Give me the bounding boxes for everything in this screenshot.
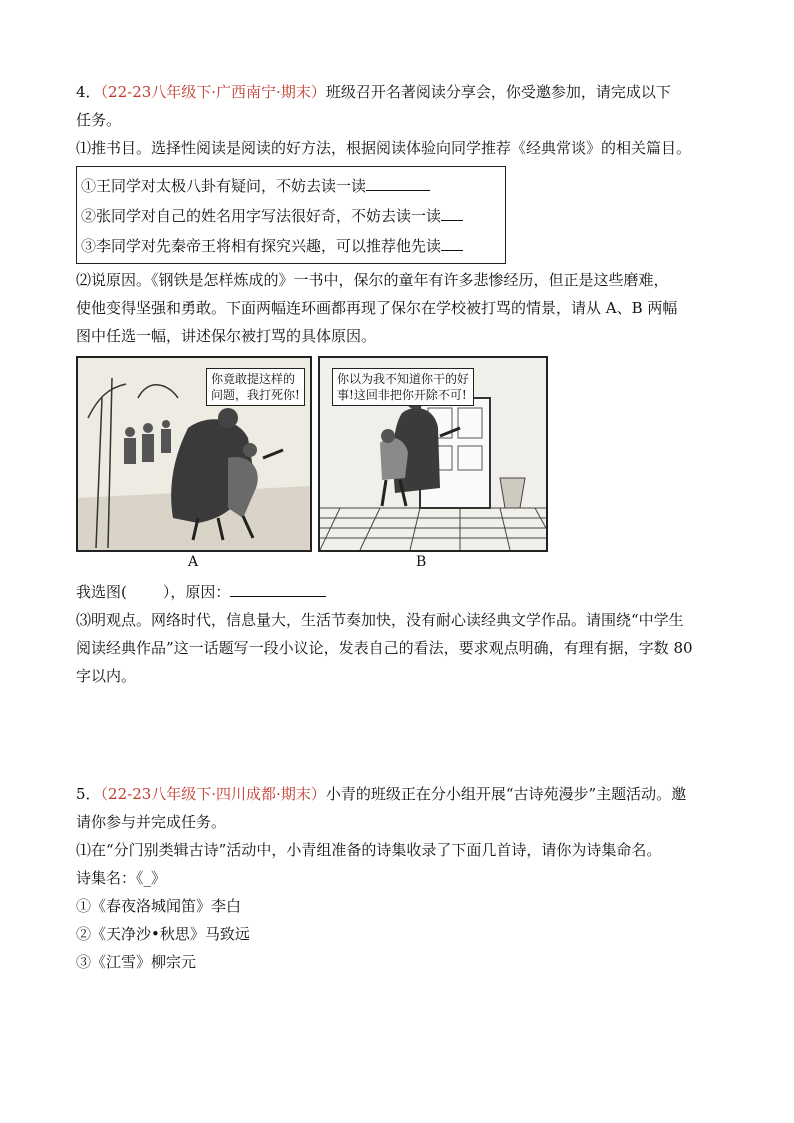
q5-source: （22-23八年级下·四川成都·期末） <box>100 785 326 803</box>
q4-part2-line2: 使他变得坚强和勇敢。下面两幅连环画都再现了保尔在学校被打骂的情景，请从 A、B 两幅 <box>76 299 678 317</box>
q4-intro-line2: 任务。 <box>76 111 122 129</box>
comic-a-caption: A <box>188 554 199 570</box>
q5-intro-text: 小青的班级正在分小组开展“古诗苑漫步”主题活动。邀 <box>325 785 687 803</box>
comic-strips <box>76 356 726 578</box>
comic-b-caption: B <box>416 554 427 570</box>
box-item-1: ①王同学对太极八卦有疑问，不妨去读一读 <box>81 171 501 201</box>
q4-part2-line3: 图中任选一幅，讲述保尔被打骂的具体原因。 <box>76 327 377 345</box>
q5-intro-line2: 请你参与并完成任务。 <box>76 813 227 831</box>
poem-item-2: ②《天净沙•秋思》马致远 <box>76 925 250 943</box>
choose-answer-line: 我选图( ），原因： <box>76 578 726 606</box>
reason-blank[interactable] <box>230 580 326 597</box>
q4-part2-line1: ⑵说原因。《钢铁是怎样炼成的》一书中，保尔的童年有许多悲惨经历，但正是这些磨难， <box>76 271 669 289</box>
box-item-2: ②张同学对自己的姓名用字写法很好奇，不妨去读一读 <box>81 201 501 231</box>
q4-part1: ⑴推书目。选择性阅读是阅读的好方法，根据阅读体验向同学推荐《经典常谈》的相关篇目。 <box>76 139 692 157</box>
comic-b-speech-bubble: 你以为我不知道你干的好 事!这回非把你开除不可! <box>332 368 474 406</box>
q4-source: （22-23八年级下·广西南宁·期末） <box>100 83 326 101</box>
box-item-3: ③李同学对先秦帝王将相有探究兴趣，可以推荐他先读 <box>81 231 501 261</box>
q4-intro-text: 班级召开名著阅读分享会，你受邀参加，请完成以下 <box>325 83 671 101</box>
q4-part3-line1: ⑶明观点。网络时代，信息量大，生活节奏加快，没有耐心读经典文学作品。请围绕“中学生 <box>76 611 684 629</box>
recommendation-box <box>76 166 506 264</box>
worksheet-page <box>76 78 726 976</box>
q4-part3-line2: 阅读经典作品”这一话题写一段小议论，发表自己的看法，要求观点明确，有理有据，字数 80 <box>76 639 693 657</box>
q4-part3-line3: 字以内。 <box>76 667 137 685</box>
comic-panel-b <box>318 356 548 552</box>
comic-a-speech-bubble: 你竟敢提这样的 问题，我打死你! <box>206 368 305 406</box>
q4-intro <box>76 78 726 106</box>
answer-space[interactable] <box>76 690 726 780</box>
q5-part1: ⑴在“分门别类辑古诗”活动中，小青组准备的诗集收录了下面几首诗，请你为诗集命名。 <box>76 841 662 859</box>
q5-intro <box>76 780 726 808</box>
answer-blank-3[interactable] <box>441 234 463 251</box>
comic-panel-a <box>76 356 312 552</box>
poem-item-1: ①《春夜洛城闻笛》李白 <box>76 897 242 915</box>
answer-blank-2[interactable] <box>441 204 463 221</box>
q4-number: 4． <box>76 83 101 101</box>
collection-name-line: 诗集名：《_》 <box>76 869 167 887</box>
answer-blank-1[interactable] <box>366 174 430 191</box>
q5-number: 5． <box>76 785 101 803</box>
poem-item-3: ③《江雪》柳宗元 <box>76 953 197 971</box>
